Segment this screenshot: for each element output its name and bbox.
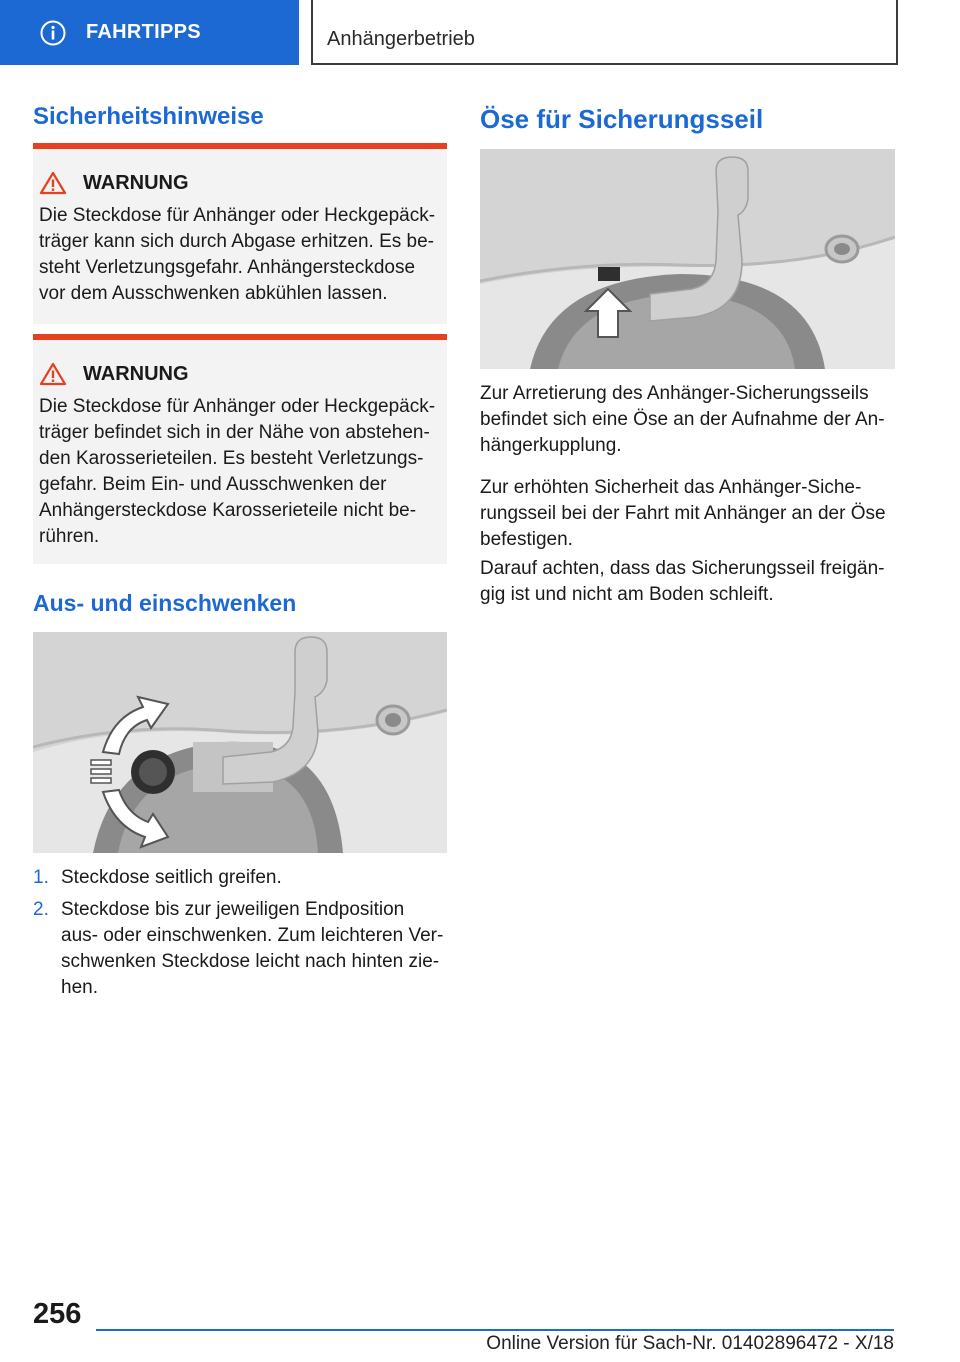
- step-line: hen.: [61, 977, 98, 998]
- paragraph-line: gig ist und nicht am Boden schleift.: [480, 584, 774, 605]
- page-number: 256: [33, 1298, 82, 1330]
- step-number: 1.: [33, 867, 49, 888]
- paragraph-line: Darauf achten, dass das Sicherungsseil freigän-: [480, 558, 885, 579]
- warning-triangle-icon: [39, 171, 67, 195]
- paragraph-line: Zur erhöhten Sicherheit das Anhänger-Siche-: [480, 477, 862, 498]
- heading-safety: Sicherheitshinweise: [33, 103, 264, 130]
- chapter-header: [311, 0, 898, 65]
- paragraph: [480, 556, 895, 608]
- paragraph: [480, 475, 895, 553]
- paragraph-line: befestigen.: [480, 529, 573, 550]
- footer-text: Online Version für Sach-Nr. 01402896472 - X/18: [486, 1333, 894, 1354]
- heading-eyelet: Öse für Sicherungsseil: [480, 104, 764, 134]
- step-line: aus- oder einschwenken. Zum leichteren Ver-: [61, 925, 444, 946]
- warning-box-2: [33, 334, 447, 564]
- warning-title-text: WARNUNG: [83, 362, 189, 385]
- step-line: schwenken Steckdose leicht nach hinten zie-: [61, 951, 440, 972]
- socket-swing-drawing: [33, 632, 447, 853]
- warning-triangle-icon: [39, 362, 67, 386]
- step-line: Steckdose seitlich greifen.: [61, 867, 282, 888]
- footer-divider: [96, 1329, 894, 1331]
- warning-line: Anhängersteckdose Karosserieteile nicht be-: [39, 500, 417, 521]
- section-tab: [0, 0, 299, 65]
- eyelet-illustration: [480, 149, 895, 369]
- eyelet-drawing: [480, 149, 895, 369]
- warning-box-1: [33, 143, 447, 324]
- info-icon: [40, 20, 66, 46]
- list-item: [33, 865, 447, 891]
- warning-title-text: WARNUNG: [83, 171, 189, 194]
- socket-swing-illustration: [33, 632, 447, 853]
- chapter-label: Anhängerbetrieb: [327, 28, 475, 50]
- warning-line: Die Steckdose für Anhänger oder Heckgepäck-: [39, 396, 436, 417]
- paragraph-line: befindet sich eine Öse an der Aufnahme der An-: [480, 409, 885, 430]
- warning-text: [39, 203, 441, 307]
- paragraph-line: rungsseil bei der Fahrt mit Anhänger an der Öse: [480, 503, 886, 524]
- paragraph-line: hängerkupplung.: [480, 435, 622, 456]
- warning-title: [39, 362, 441, 386]
- warning-line: vor dem Ausschwenken abkühlen lassen.: [39, 283, 388, 304]
- step-number: 2.: [33, 899, 49, 920]
- warning-line: gefahr. Beim Ein- und Ausschwenken der: [39, 474, 387, 495]
- paragraph-line: Zur Arretierung des Anhänger-Sicherungsseils: [480, 383, 869, 404]
- warning-title: [39, 171, 441, 195]
- warning-line: steht Verletzungsgefahr. Anhängersteckdose: [39, 257, 416, 278]
- warning-line: träger kann sich durch Abgase erhitzen. Es be-: [39, 231, 435, 252]
- step-list: [33, 865, 447, 1007]
- warning-text: [39, 394, 441, 550]
- warning-line: den Karosserieteilen. Es besteht Verletzungs-: [39, 448, 424, 469]
- section-label: FAHRTIPPS: [86, 21, 201, 43]
- warning-line: träger befindet sich in der Nähe von abstehen-: [39, 422, 430, 443]
- list-item: [33, 897, 447, 1001]
- paragraph: [480, 381, 895, 459]
- warning-line: rühren.: [39, 526, 100, 547]
- heading-swing: Aus- und einschwenken: [33, 590, 297, 616]
- warning-line: Die Steckdose für Anhänger oder Heckgepäck-: [39, 205, 436, 226]
- step-line: Steckdose bis zur jeweiligen Endposition: [61, 899, 405, 920]
